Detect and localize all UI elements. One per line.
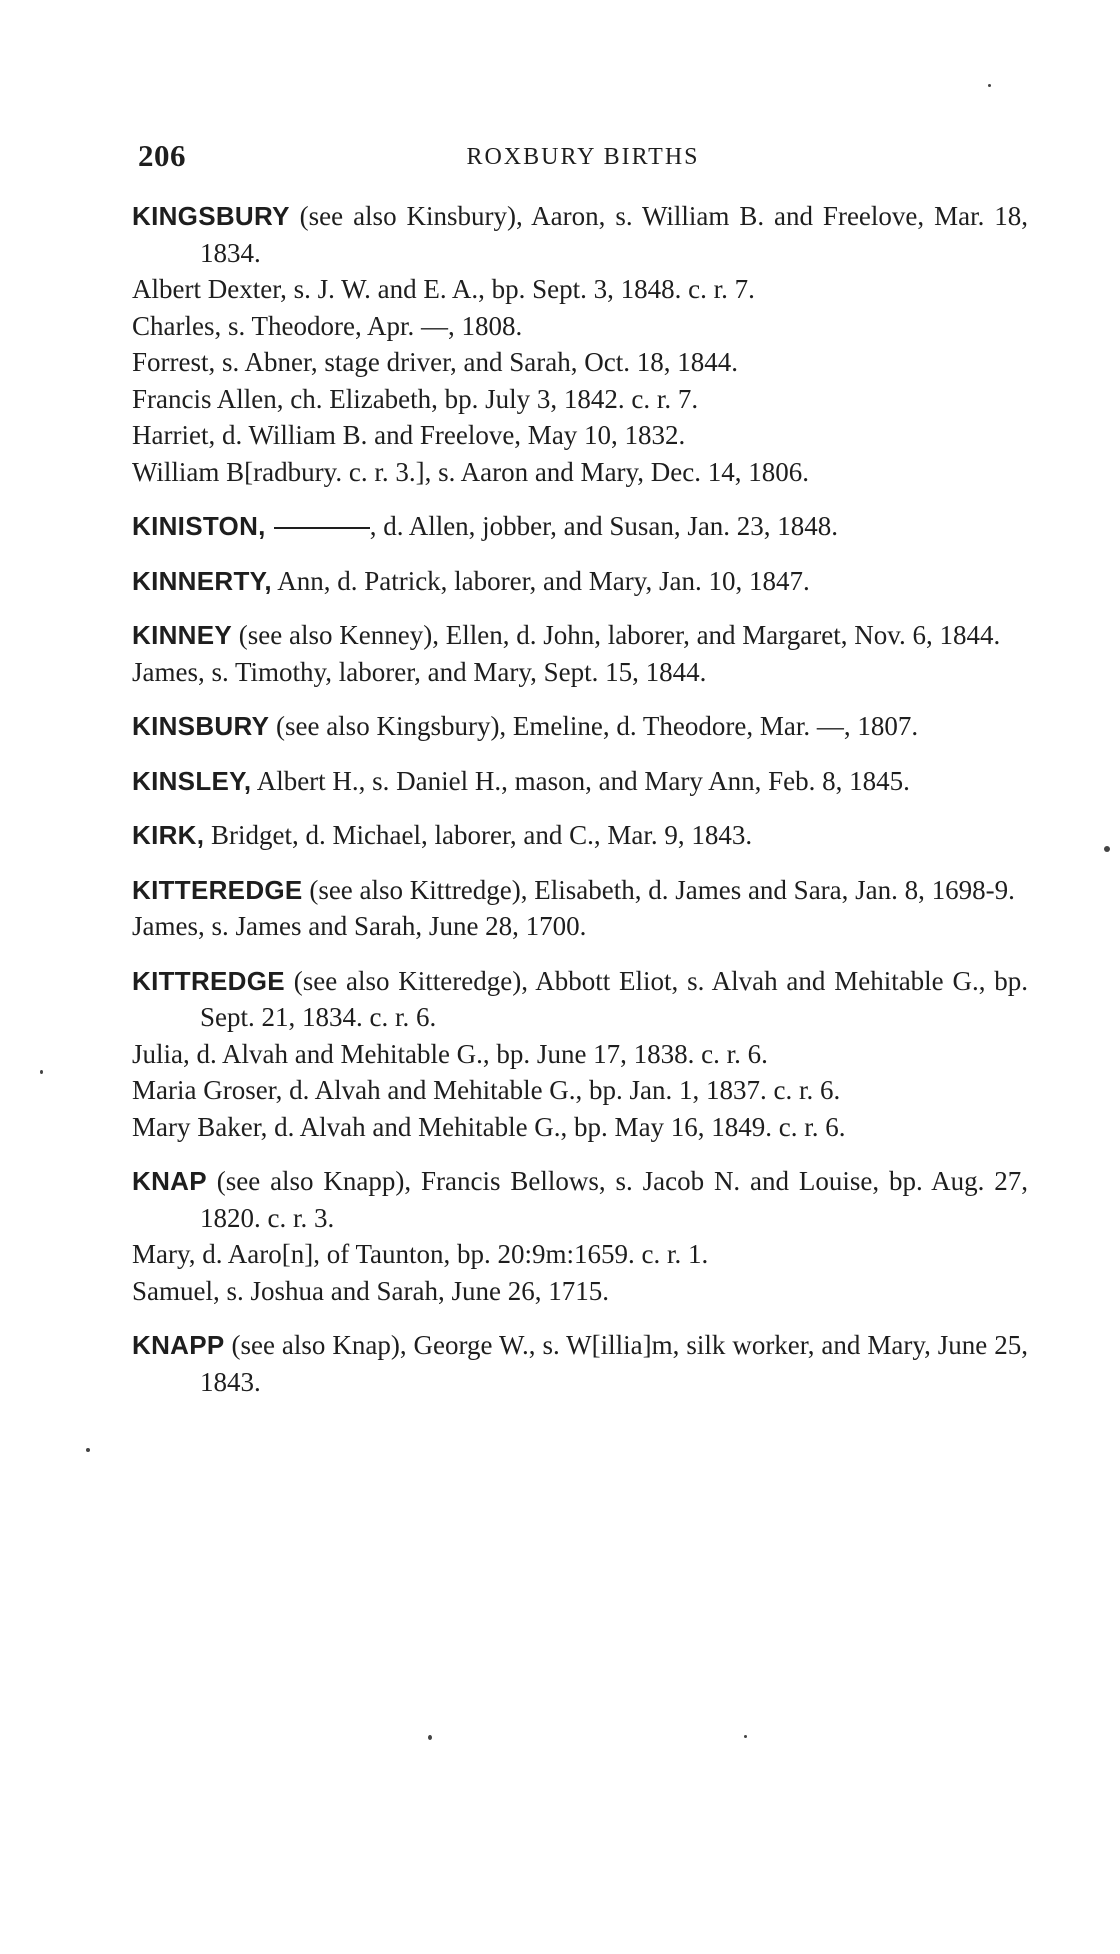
register-entry — [132, 344, 1028, 381]
register-entry — [132, 1327, 1028, 1400]
register-entry — [132, 817, 1028, 854]
surname-heading: KINSLEY, — [132, 765, 252, 796]
surname-heading: KITTREDGE — [132, 965, 285, 996]
register-entry — [132, 617, 1028, 654]
register-entry — [132, 1036, 1028, 1073]
entry-text: , d. Allen, jobber, and Susan, Jan. 23, 1848. — [369, 511, 839, 541]
register-entry — [132, 381, 1028, 418]
register-entry — [132, 763, 1028, 800]
entry-text: (see also Kenney), Ellen, d. John, laborer, and Margaret, Nov. 6, 1844. — [232, 620, 1001, 650]
register-entry — [132, 454, 1028, 491]
register-entry — [132, 1163, 1028, 1236]
entry-text: (see also Kinsbury), Aaron, s. William B. and Freelove, Mar. 18, 1834. — [200, 201, 1028, 268]
register-entry — [132, 1109, 1028, 1146]
entry-text: (see also Knap), George W., s. W[illia]m, silk worker, and Mary, June 25, 1843. — [200, 1330, 1028, 1397]
register-entry — [132, 563, 1028, 600]
register-entry — [132, 417, 1028, 454]
blank-name-line — [274, 527, 370, 529]
scan-speck — [86, 1448, 90, 1452]
surname-heading: KITTEREDGE — [132, 874, 303, 905]
entry-text: (see also Kitteredge), Abbott Eliot, s. Alvah and Mehitable G., bp. Sept. 21, 1834. c. r. 6. — [200, 965, 1028, 1032]
register-entry — [132, 908, 1028, 945]
page-number: 206 — [138, 138, 186, 173]
entry-text: (see also Kingsbury), Emeline, d. Theodore, Mar. —, 1807. — [269, 711, 919, 741]
entry-text: Albert Dexter, s. J. W. and E. A., bp. Sept. 3, 1848. c. r. 7. — [132, 274, 755, 304]
entry-text: William B[radbury. c. r. 3.], s. Aaron and Mary, Dec. 14, 1806. — [132, 456, 810, 487]
surname-heading: KINISTON, — [132, 511, 266, 541]
entry-text: Ann, d. Patrick, laborer, and Mary, Jan. 10, 1847. — [271, 565, 810, 596]
register-entries — [132, 198, 1028, 1400]
register-entry — [132, 708, 1028, 745]
entry-text: Bridget, d. Michael, laborer, and C., Mar. 9, 1843. — [204, 820, 753, 850]
entry-text: James, s. James and Sarah, June 28, 1700. — [132, 911, 587, 941]
surname-heading: KINSBURY — [132, 711, 270, 741]
register-entry — [132, 1273, 1028, 1310]
entry-text: (see also Knapp), Francis Bellows, s. Jacob N. and Louise, bp. Aug. 27, 1820. c. r. 3. — [200, 1166, 1028, 1233]
scan-speck — [428, 1735, 432, 1740]
register-entry — [132, 271, 1028, 308]
scan-speck — [744, 1735, 747, 1738]
entry-text: (see also Kittredge), Elisabeth, d. James and Sara, Jan. 8, 1698-9. — [302, 874, 1015, 905]
register-entry — [132, 1236, 1028, 1273]
surname-heading: KINNERTY, — [132, 565, 272, 596]
register-entry — [132, 1072, 1028, 1109]
entry-text: Maria Groser, d. Alvah and Mehitable G., bp. Jan. 1, 1837. c. r. 6. — [132, 1075, 841, 1105]
register-entry — [132, 963, 1028, 1036]
surname-heading: KINNEY — [132, 620, 233, 650]
entry-text: Mary, d. Aaro[n], of Taunton, bp. 20:9m:1659. c. r. 1. — [132, 1239, 709, 1269]
entry-text: Charles, s. Theodore, Apr. —, 1808. — [132, 310, 523, 341]
entry-text: Mary Baker, d. Alvah and Mehitable G., bp. May 16, 1849. c. r. 6. — [132, 1111, 846, 1142]
register-entry — [132, 198, 1028, 271]
entry-text: Julia, d. Alvah and Mehitable G., bp. June 17, 1838. c. r. 6. — [132, 1038, 768, 1069]
entry-text: James, s. Timothy, laborer, and Mary, Sept. 15, 1844. — [132, 656, 707, 687]
entry-text: Samuel, s. Joshua and Sarah, June 26, 1715. — [132, 1275, 609, 1306]
register-entry — [132, 308, 1028, 345]
surname-heading: KINGSBURY — [132, 201, 290, 231]
entry-text: Albert H., s. Daniel H., mason, and Mary Ann, Feb. 8, 1845. — [251, 765, 910, 796]
surname-heading: KNAP — [132, 1166, 207, 1196]
surname-heading: KNAPP — [132, 1330, 225, 1360]
scan-speck — [988, 84, 991, 87]
entry-text: Francis Allen, ch. Elizabeth, bp. July 3, 1842. c. r. 7. — [132, 383, 699, 414]
entry-text: Harriet, d. William B. and Freelove, May 10, 1832. — [132, 420, 686, 450]
running-title: ROXBURY BIRTHS — [466, 144, 700, 170]
register-entry — [132, 508, 1028, 545]
surname-heading: KIRK, — [132, 820, 205, 850]
register-entry — [132, 872, 1028, 909]
page-header — [138, 138, 1028, 178]
scan-speck — [40, 1070, 43, 1074]
entry-text: Forrest, s. Abner, stage driver, and Sarah, Oct. 18, 1844. — [132, 347, 738, 377]
register-entry — [132, 654, 1028, 691]
scan-speck — [1104, 846, 1110, 852]
